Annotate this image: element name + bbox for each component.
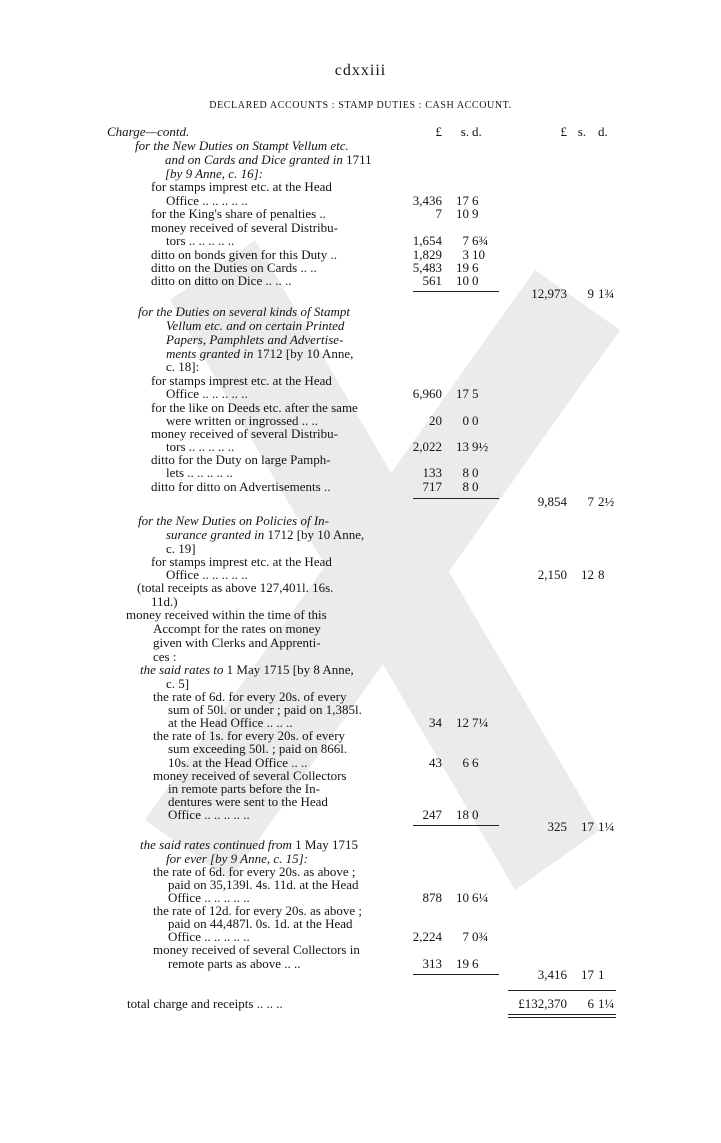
s5-row-3b-text: remote parts as above .. ..: [168, 956, 301, 971]
s5-row-3a-text: money received of several Collectors in: [153, 942, 360, 957]
s1-v2-shillings: 10: [456, 206, 469, 221]
s2-row-3b-text: tors .. .. .. .. ..: [166, 439, 235, 454]
s1-v6-shillings: 10: [456, 273, 469, 288]
s5-v2-shillings: 7: [462, 929, 469, 944]
s1-heading-3: [0, 167, 721, 181]
s4-row-3b: [0, 782, 721, 796]
s3-total-pounds: 2,150: [537, 567, 567, 582]
s1-row-5: [0, 261, 721, 275]
s3-heading-1-text: for the New Duties on Policies of In-: [138, 513, 330, 528]
s1-v4-pounds: 1,829: [412, 247, 442, 262]
s5-heading-1-text: the said rates continued from: [140, 837, 292, 852]
s3-heading-3: [0, 542, 721, 556]
s5-v3-pounds: 313: [422, 956, 442, 971]
s5-v2-pence: 0¾: [472, 929, 489, 944]
s4-v2-pounds: 43: [429, 755, 442, 770]
s4-total-shillings: 17: [581, 819, 594, 834]
s3-note-1: [0, 581, 721, 595]
s4-heading-1: [0, 663, 721, 677]
s1-v5-pounds: 5,483: [412, 260, 442, 275]
s1-row-5-text: ditto on the Duties on Cards .. ..: [151, 260, 317, 275]
col-pounds-2: £: [560, 124, 567, 139]
s4-row-2a-text: the rate of 1s. for every 20s. of every: [153, 728, 346, 743]
s1-total-shillings: 9: [587, 286, 594, 301]
s4-row-3c: [0, 795, 721, 809]
s3-heading-1: [0, 514, 721, 528]
s2-heading-1: [0, 305, 721, 319]
s5-row-1a: [0, 865, 721, 879]
s2-v1-pence: 5: [472, 386, 479, 401]
s1-row-3b: [0, 234, 721, 248]
grand-total-top-rule: [508, 990, 616, 991]
col-shillings-2: s.: [577, 124, 586, 139]
grand-total-label: total charge and receipts .. .. ..: [127, 996, 283, 1011]
s2-v5-pence: 0: [472, 479, 479, 494]
s2-row-2a-text: for the like on Deeds etc. after the same: [151, 400, 358, 415]
s5-row-2c: [0, 930, 721, 944]
s2-v3-shillings: 13: [456, 439, 469, 454]
s1-row-2: [0, 207, 721, 221]
s4-row-3a: [0, 769, 721, 783]
s3-row-1b: [0, 568, 721, 582]
s1-row-2-text: for the King's share of penalties ..: [151, 206, 326, 221]
s1-v1-pounds: 3,436: [412, 193, 442, 208]
s4-v2-shillings: 6: [462, 755, 469, 770]
s3-heading-2-text: surance granted in: [166, 527, 265, 542]
s4-row-1c: [0, 716, 721, 730]
s4-row-3b-text: in remote parts before the In-: [168, 781, 320, 796]
s5-row-1c-text: Office .. .. .. .. ..: [168, 890, 250, 905]
s5-total-pence: 1: [598, 967, 605, 982]
s2-total-shillings: 7: [587, 494, 594, 509]
grand-total: [0, 997, 721, 1011]
s3-row-1b-text: Office .. .. .. .. ..: [166, 567, 248, 582]
s5-heading-1: [0, 838, 721, 852]
s1-row-3b-text: tors .. .. .. .. ..: [166, 233, 235, 248]
s4-heading-2-text: c. 5]: [166, 676, 190, 691]
s3-money-4-text: ces :: [153, 649, 177, 664]
s2-heading-2-text: Vellum etc. and on certain Printed: [166, 318, 345, 333]
s5-total-pounds: 3,416: [537, 967, 567, 982]
s3-note-2: [0, 595, 721, 609]
s4-row-2c: [0, 756, 721, 770]
s1-total-pounds: 12,973: [531, 286, 567, 301]
s5-row-1b-text: paid on 35,139l. 4s. 11d. at the Head: [168, 877, 359, 892]
s4-row-3d-text: Office .. .. .. .. ..: [168, 807, 250, 822]
s4-v3-pounds: 247: [422, 807, 442, 822]
s3-money-2-text: Accompt for the rates on money: [153, 621, 321, 636]
s1-row-1b: [0, 194, 721, 208]
s4-row-2b: [0, 742, 721, 756]
s2-row-4a-text: ditto for the Duty on large Pamph-: [151, 452, 331, 467]
s1-heading-1: [0, 139, 721, 153]
s2-row-1a-text: for stamps imprest etc. at the Head: [151, 373, 332, 388]
s2-heading-4: [0, 347, 721, 361]
s2-v4-shillings: 8: [462, 465, 469, 480]
s4-row-2b-text: sum exceeding 50l. ; paid on 866l.: [168, 741, 348, 756]
s5-row-2a-text: the rate of 12d. for every 20s. as above ;: [153, 903, 363, 918]
s4-v1-pounds: 34: [429, 715, 442, 730]
s2-v2-pounds: 20: [429, 413, 442, 428]
s1-v3-shillings: 7: [462, 233, 469, 248]
s1-v1-shillings: 17: [456, 193, 469, 208]
s1-v5-shillings: 19: [456, 260, 469, 275]
s4-row-3c-text: dentures were sent to the Head: [168, 794, 328, 809]
s1-total-pence: 1¾: [598, 286, 615, 301]
s5-row-2b: [0, 917, 721, 931]
grand-total-double-rule: [508, 1014, 616, 1018]
s2-row-3b: [0, 440, 721, 454]
s1-heading-2-year: 1711: [346, 152, 372, 167]
s1-v1-pence: 6: [472, 193, 479, 208]
s2-row-5: [0, 480, 721, 494]
s1-heading-1-text: for the New Duties on Stampt Vellum etc.: [135, 138, 349, 153]
s4-heading-1-year: 1 May 1715 [by 8 Anne,: [226, 662, 354, 677]
s1-row-3a: [0, 221, 721, 235]
s2-row-4a: [0, 453, 721, 467]
s5-heading-2: [0, 852, 721, 866]
s4-row-1b: [0, 703, 721, 717]
s5-row-2a: [0, 904, 721, 918]
s1-row-3a-text: money received of several Distribu-: [151, 220, 338, 235]
col-pounds-1: £: [435, 124, 442, 139]
s3-money-3: [0, 636, 721, 650]
s5-row-3a: [0, 943, 721, 957]
s2-heading-3-text: Papers, Pamphlets and Advertise-: [166, 332, 344, 347]
s2-v5-shillings: 8: [462, 479, 469, 494]
s2-row-3a-text: money received of several Distribu-: [151, 426, 338, 441]
s1-heading-2-text: and on Cards and Dice granted in: [165, 152, 343, 167]
s2-v5-pounds: 717: [422, 479, 442, 494]
s4-row-2c-text: 10s. at the Head Office .. ..: [168, 755, 308, 770]
s2-heading-1-text: for the Duties on several kinds of Stampt: [138, 304, 350, 319]
s5-v1-pence: 6¼: [472, 890, 489, 905]
s4-v3-pence: 0: [472, 807, 479, 822]
s1-heading-2: [0, 153, 721, 167]
s4-total: [0, 820, 721, 834]
s2-heading-3: [0, 333, 721, 347]
s1-row-1a-text: for stamps imprest etc. at the Head: [151, 179, 332, 194]
s2-heading-5-text: c. 18]:: [166, 359, 200, 374]
s4-row-3a-text: money received of several Collectors: [153, 768, 347, 783]
s1-v2-pounds: 7: [435, 206, 442, 221]
col-shillings-1: s.: [460, 124, 469, 139]
s4-total-pence: 1¼: [598, 819, 615, 834]
s4-heading-2: [0, 677, 721, 691]
s5-v1-shillings: 10: [456, 890, 469, 905]
s5-row-1a-text: the rate of 6d. for every 20s. as above ;: [153, 864, 356, 879]
column-headings: [0, 125, 721, 139]
s1-v6-pence: 0: [472, 273, 479, 288]
s2-row-1a: [0, 374, 721, 388]
s4-row-2a: [0, 729, 721, 743]
s4-heading-1-text: the said rates to: [140, 662, 224, 677]
s3-heading-3-text: c. 19]: [166, 541, 196, 556]
s4-v2-pence: 6: [472, 755, 479, 770]
s2-v4-pounds: 133: [422, 465, 442, 480]
s2-v1-shillings: 17: [456, 386, 469, 401]
grand-total-shillings: 6: [587, 996, 594, 1011]
s4-v1-shillings: 12: [456, 715, 469, 730]
s2-row-5-text: ditto for ditto on Advertisements ..: [151, 479, 331, 494]
s2-total-pounds: 9,854: [537, 494, 567, 509]
s2-total-pence: 2½: [598, 494, 615, 509]
grand-total-pounds: £132,370: [518, 996, 567, 1011]
s1-v6-pounds: 561: [422, 273, 442, 288]
s3-total-pence: 8: [598, 567, 605, 582]
s4-row-1b-text: sum of 50l. or under ; paid on 1,385l.: [168, 702, 362, 717]
s2-row-4b-text: lets .. .. .. .. ..: [166, 465, 233, 480]
running-head: DECLARED ACCOUNTS : STAMP DUTIES : CASH ACCOUNT.: [209, 100, 512, 111]
s2-v2-pence: 0: [472, 413, 479, 428]
s3-money-3-text: given with Clerks and Apprenti-: [153, 635, 321, 650]
s2-heading-5: [0, 360, 721, 374]
s1-v4-pence: 10: [472, 247, 485, 262]
col-pence-2: d.: [598, 124, 608, 139]
charge-contd: Charge—contd.: [107, 124, 190, 139]
s4-v3-shillings: 18: [456, 807, 469, 822]
s2-heading-2: [0, 319, 721, 333]
s1-row-1b-text: Office .. .. .. .. ..: [166, 193, 248, 208]
s2-heading-4-year: 1712 [by 10 Anne,: [256, 346, 354, 361]
s2-v2-shillings: 0: [462, 413, 469, 428]
s1-row-4-text: ditto on bonds given for this Duty ..: [151, 247, 337, 262]
s3-note-1-text: (total receipts as above 127,401l. 16s.: [137, 580, 334, 595]
s5-row-2c-text: Office .. .. .. .. ..: [168, 929, 250, 944]
s5-v3-shillings: 19: [456, 956, 469, 971]
s5-v2-pounds: 2,224: [412, 929, 442, 944]
s1-v3-pounds: 1,654: [412, 233, 442, 248]
s1-row-1a: [0, 180, 721, 194]
s3-row-1a-text: for stamps imprest etc. at the Head: [151, 554, 332, 569]
s2-heading-4-text: ments granted in: [166, 346, 254, 361]
s3-note-2-text: 11d.): [151, 594, 178, 609]
s5-total: [0, 968, 721, 982]
s1-v4-shillings: 3: [462, 247, 469, 262]
s3-total-shillings: 12: [581, 567, 594, 582]
s3-money-1-text: money received within the time of this: [126, 607, 327, 622]
s2-v3-pounds: 2,022: [412, 439, 442, 454]
s1-heading-3-text: [by 9 Anne, c. 16]:: [165, 166, 263, 181]
s2-row-4b: [0, 466, 721, 480]
s5-heading-1-year: 1 May 1715: [295, 837, 358, 852]
col-pence-1: d.: [472, 124, 482, 139]
page-number: cdxxiii: [334, 62, 387, 79]
s3-money-2: [0, 622, 721, 636]
s2-v3-pence: 9½: [472, 439, 489, 454]
s1-v5-pence: 6: [472, 260, 479, 275]
s4-v1-pence: 7¼: [472, 715, 489, 730]
s4-row-1a-text: the rate of 6d. for every 20s. of every: [153, 689, 347, 704]
s1-total: [0, 287, 721, 301]
s1-v2-pence: 9: [472, 206, 479, 221]
s5-row-2b-text: paid on 44,487l. 0s. 1d. at the Head: [168, 916, 353, 931]
s5-v1-pounds: 878: [422, 890, 442, 905]
grand-total-pence: 1¼: [598, 996, 615, 1011]
s1-row-6-text: ditto on ditto on Dice .. .. ..: [151, 273, 292, 288]
s3-money-1: [0, 608, 721, 622]
s5-total-shillings: 17: [581, 967, 594, 982]
s2-total: [0, 495, 721, 509]
s2-row-2a: [0, 401, 721, 415]
s1-row-4: [0, 248, 721, 262]
s3-money-4: [0, 650, 721, 664]
s4-total-pounds: 325: [547, 819, 567, 834]
s4-row-1c-text: at the Head Office .. .. ..: [168, 715, 293, 730]
s2-row-3a: [0, 427, 721, 441]
s1-v3-pence: 6¾: [472, 233, 489, 248]
s3-heading-2: [0, 528, 721, 542]
s2-v1-pounds: 6,960: [412, 386, 442, 401]
s3-row-1a: [0, 555, 721, 569]
s5-row-1b: [0, 878, 721, 892]
s2-row-1b-text: Office .. .. .. .. ..: [166, 386, 248, 401]
s2-row-2b-text: were written or ingrossed .. ..: [166, 413, 318, 428]
s5-v3-pence: 6: [472, 956, 479, 971]
s2-row-1b: [0, 387, 721, 401]
s5-heading-2-text: for ever [by 9 Anne, c. 15]:: [166, 851, 309, 866]
s3-heading-2-year: 1712 [by 10 Anne,: [267, 527, 365, 542]
s2-row-2b: [0, 414, 721, 428]
s2-v4-pence: 0: [472, 465, 479, 480]
